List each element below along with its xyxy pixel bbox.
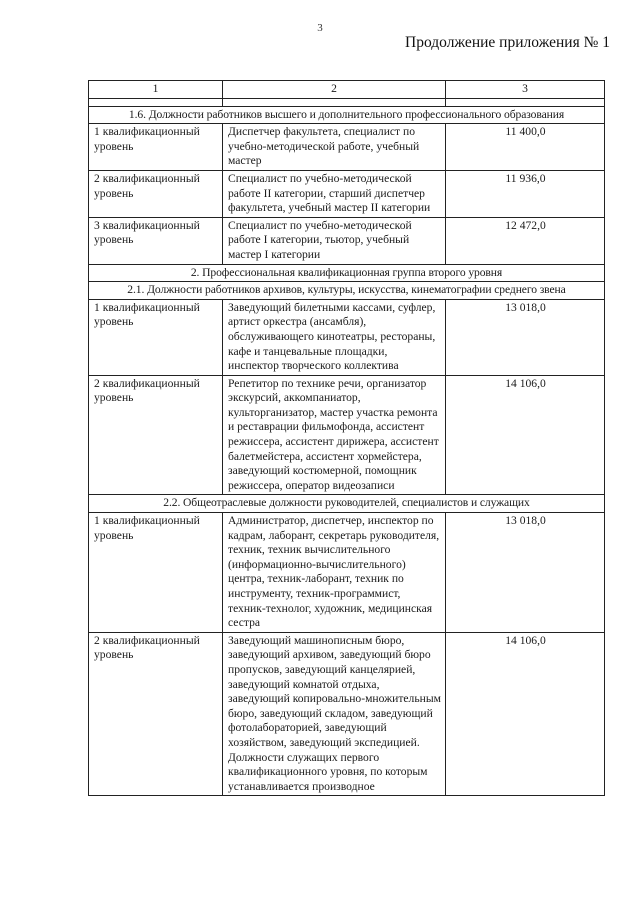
positions-list: Заведующий билетными кассами, суфлер, артист оркестра (ансамбля), обслуживающего кинотеатры, рестораны, кафе и танцевальные площадки, инспектор творческого коллектива xyxy=(223,299,446,375)
spacer-row xyxy=(89,98,605,106)
table-row xyxy=(89,513,605,633)
column-header-row xyxy=(89,81,605,99)
column-header: 3 xyxy=(446,81,605,99)
salary-value: 14 106,0 xyxy=(446,375,605,495)
page-number: 3 xyxy=(317,22,323,34)
salary-value: 13 018,0 xyxy=(446,513,605,633)
qualification-level: 1 квалификационный уровень xyxy=(89,513,223,633)
positions-list: Репетитор по технике речи, организатор экскурсий, аккомпаниатор, культорганизатор, мастер участка ремонта и реставрации фильмофонда, ассистент режиссера, ассистент дирижера, ассистент балетмейстера, ассистент хормейстера, заведующий костюмерной, помощник режиссера, оператор видеозаписи xyxy=(223,375,446,495)
table-row xyxy=(89,299,605,375)
section-title: 1.6. Должности работников высшего и дополнительного профессионального образования xyxy=(89,106,605,124)
qualification-level: 2 квалификационный уровень xyxy=(89,375,223,495)
positions-list: Заведующий машинописным бюро, заведующий архивом, заведующий бюро пропусков, заведующий канцелярией, заведующий комнатой отдыха, заведующий копировально-множительным бюро, заведующий складом, заведующий фотолабораторией, заведующий хозяйством, заведующий экспедицией. Должности служащих первого квалификационного уровня, по которым устанавливается производное xyxy=(223,632,446,796)
qualification-level: 2 квалификационный уровень xyxy=(89,632,223,796)
appendix-title: Продолжение приложения № 1 xyxy=(405,34,610,51)
qualification-level: 1 квалификационный уровень xyxy=(89,124,223,171)
section-title: 2.1. Должности работников архивов, культуры, искусства, кинематографии среднего звена xyxy=(89,282,605,300)
column-header: 1 xyxy=(89,81,223,99)
column-header: 2 xyxy=(223,81,446,99)
positions-list: Администратор, диспетчер, инспектор по кадрам, лаборант, секретарь руководителя, техник, техник вычислительного (информационно-вычислительного) центра, техник-лаборант, техник по инструменту, техник-программист, техник-технолог, художник, медицинская сестра xyxy=(223,513,446,633)
table-row xyxy=(89,632,605,796)
section-header-row xyxy=(89,264,605,282)
qualification-table xyxy=(88,80,605,796)
salary-value: 14 106,0 xyxy=(446,632,605,796)
salary-value: 12 472,0 xyxy=(446,217,605,264)
section-title: 2.2. Общеотраслевые должности руководителей, специалистов и служащих xyxy=(89,495,605,513)
table-row xyxy=(89,217,605,264)
qualification-level: 1 квалификационный уровень xyxy=(89,299,223,375)
table-row xyxy=(89,375,605,495)
qualification-level: 2 квалификационный уровень xyxy=(89,170,223,217)
positions-list: Специалист по учебно-методической работе I категории, тьютор, учебный мастер I категории xyxy=(223,217,446,264)
salary-value: 11 400,0 xyxy=(446,124,605,171)
qualification-level: 3 квалификационный уровень xyxy=(89,217,223,264)
positions-list: Специалист по учебно-методической работе II категории, старший диспетчер факультета, учебный мастер II категории xyxy=(223,170,446,217)
section-header-row xyxy=(89,282,605,300)
salary-value: 13 018,0 xyxy=(446,299,605,375)
section-header-row xyxy=(89,106,605,124)
section-header-row xyxy=(89,495,605,513)
table-row xyxy=(89,170,605,217)
section-title: 2. Профессиональная квалификационная группа второго уровня xyxy=(89,264,605,282)
salary-value: 11 936,0 xyxy=(446,170,605,217)
positions-list: Диспетчер факультета, специалист по учебно-методической работе, учебный мастер xyxy=(223,124,446,171)
table-row xyxy=(89,124,605,171)
